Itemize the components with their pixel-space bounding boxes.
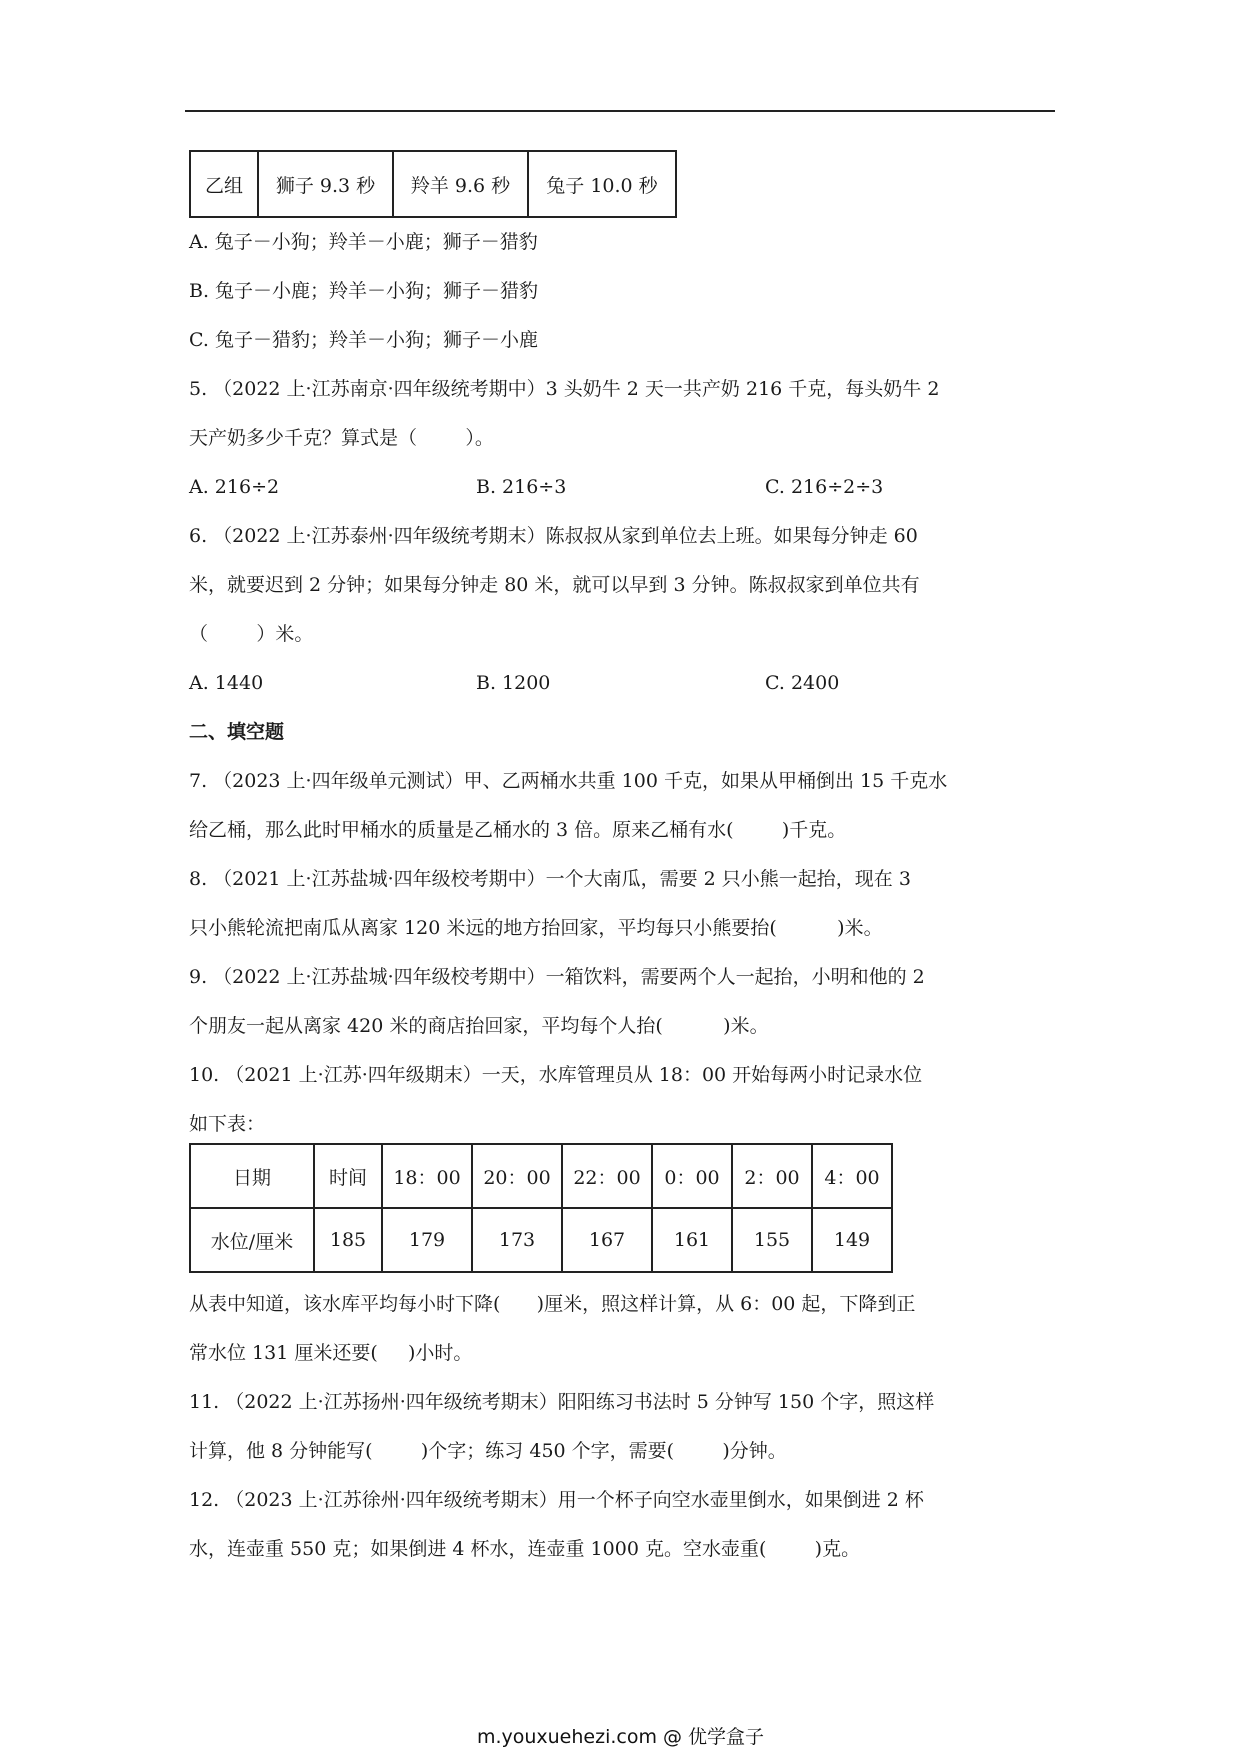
water-level-table [189, 1143, 893, 1273]
table-cell: 155 [732, 1208, 812, 1272]
q10-line-2: 如下表： [189, 1113, 266, 1135]
q5-option-b: B. 216÷3 [476, 476, 567, 498]
table-cell: 2：00 [732, 1144, 812, 1208]
q7-line-2: 给乙桶，那么此时甲桶水的质量是乙桶水的 3 倍。原来乙桶有水( )千克。 [189, 819, 847, 841]
footer-watermark: m.youxuehezi.com @ 优学盒子 [476, 1726, 765, 1748]
q11-line-2: 计算，他 8 分钟能写( )个字；练习 450 个字，需要( )分钟。 [189, 1440, 787, 1462]
table-cell: 水位/厘米 [190, 1208, 314, 1272]
q4-option-c: C. 兔子－猎豹；羚羊－小狗；狮子－小鹿 [189, 329, 538, 351]
q8-line-1: 8. （2021 上·江苏盐城·四年级校考期中）一个大南瓜，需要 2 只小熊一起抬，现在 3 [189, 868, 911, 890]
table-cell: 22：00 [562, 1144, 652, 1208]
table-cell: 185 [314, 1208, 382, 1272]
table-cell: 18：00 [382, 1144, 472, 1208]
table-cell: 179 [382, 1208, 472, 1272]
table-cell: 羚羊 9.6 秒 [393, 151, 528, 217]
q6-line-3: （ ）米。 [189, 623, 314, 645]
q6-option-b: B. 1200 [476, 672, 551, 694]
q12-line-1: 12. （2023 上·江苏徐州·四年级统考期末）用一个杯子向空水壶里倒水，如果倒进 2 杯 [189, 1489, 924, 1511]
table-cell: 149 [812, 1208, 892, 1272]
q7-line-1: 7. （2023 上·四年级单元测试）甲、乙两桶水共重 100 千克，如果从甲桶倒出 15 千克水 [189, 770, 948, 792]
header-rule [185, 110, 1055, 112]
race-table-group-b [189, 150, 677, 218]
table-cell: 时间 [314, 1144, 382, 1208]
table-cell: 狮子 9.3 秒 [258, 151, 393, 217]
q8-line-2: 只小熊轮流把南瓜从离家 120 米远的地方抬回家，平均每只小熊要抬( )米。 [189, 917, 883, 939]
table-cell: 161 [652, 1208, 732, 1272]
q5-option-a: A. 216÷2 [189, 476, 280, 498]
table-row [190, 1208, 892, 1272]
q4-option-b: B. 兔子－小鹿；羚羊－小狗；狮子－猎豹 [189, 280, 539, 302]
q10-line-1: 10. （2021 上·江苏·四年级期末）一天，水库管理员从 18：00 开始每两小时记录水位 [189, 1064, 923, 1086]
q5-option-c: C. 216÷2÷3 [765, 476, 884, 498]
q10-after-line-1: 从表中知道，该水库平均每小时下降( )厘米，照这样计算，从 6：00 起，下降到正 [189, 1293, 916, 1315]
q5-line-2: 天产奶多少千克？算式是（ ）。 [189, 427, 494, 449]
section-title: 二、填空题 [189, 721, 285, 743]
table-cell: 173 [472, 1208, 562, 1272]
table-cell: 乙组 [190, 151, 258, 217]
table-cell: 0：00 [652, 1144, 732, 1208]
q4-option-a: A. 兔子－小狗；羚羊－小鹿；狮子－猎豹 [189, 231, 538, 253]
q6-option-a: A. 1440 [189, 672, 264, 694]
q11-line-1: 11. （2022 上·江苏扬州·四年级统考期末）阳阳练习书法时 5 分钟写 150 个字，照这样 [189, 1391, 935, 1413]
table-cell: 兔子 10.0 秒 [528, 151, 676, 217]
table-cell: 日期 [190, 1144, 314, 1208]
table-cell: 167 [562, 1208, 652, 1272]
q6-option-c: C. 2400 [765, 672, 840, 694]
table-row [190, 1144, 892, 1208]
q9-line-1: 9. （2022 上·江苏盐城·四年级校考期中）一箱饮料，需要两个人一起抬，小明和他的 2 [189, 966, 925, 988]
q6-line-1: 6. （2022 上·江苏泰州·四年级统考期末）陈叔叔从家到单位去上班。如果每分钟走 60 [189, 525, 918, 547]
q10-after-line-2: 常水位 131 厘米还要( )小时。 [189, 1342, 473, 1364]
table-cell: 20：00 [472, 1144, 562, 1208]
q12-line-2: 水，连壶重 550 克；如果倒进 4 杯水，连壶重 1000 克。空水壶重( )克。 [189, 1538, 861, 1560]
q5-line-1: 5. （2022 上·江苏南京·四年级统考期中）3 头奶牛 2 天一共产奶 216 千克，每头奶牛 2 [189, 378, 940, 400]
q9-line-2: 个朋友一起从离家 420 米的商店抬回家，平均每个人抬( )米。 [189, 1015, 769, 1037]
table-cell: 4：00 [812, 1144, 892, 1208]
q6-line-2: 米，就要迟到 2 分钟；如果每分钟走 80 米，就可以早到 3 分钟。陈叔叔家到单位共有 [189, 574, 920, 596]
